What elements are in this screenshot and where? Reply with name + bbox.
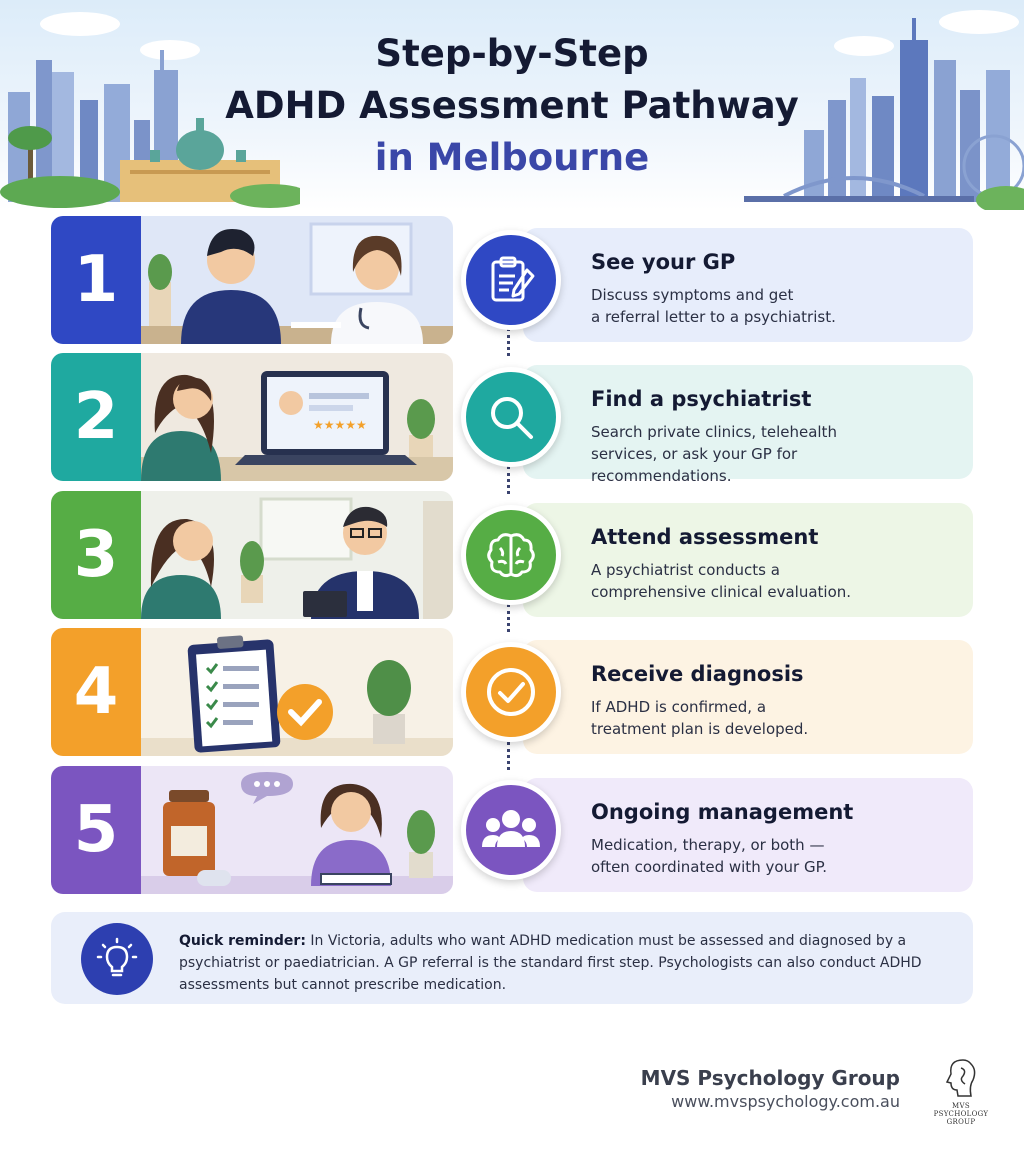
- clipboard-pen-icon: [483, 252, 539, 308]
- step-3-icon-circle: [461, 505, 561, 605]
- step-number: 5: [51, 766, 141, 894]
- step-description: Search private clinics, telehealth services, or ask your GP for recommendations.: [591, 423, 837, 485]
- step-5-info-card: [523, 778, 973, 892]
- step-1-illustration-card: [51, 216, 453, 344]
- step-title: Attend assessment: [591, 525, 819, 549]
- org-name: MVS Psychology Group: [640, 1066, 900, 1090]
- step-3: [51, 491, 973, 619]
- step-title: See your GP: [591, 250, 736, 274]
- step-5: [51, 766, 973, 894]
- step-title: Find a psychiatrist: [591, 387, 812, 411]
- step-number: 4: [51, 628, 141, 756]
- step-5-icon-circle: [461, 780, 561, 880]
- reminder-icon-circle: [81, 923, 153, 995]
- page-title: [0, 28, 1024, 184]
- step-2-info-card: [523, 365, 973, 485]
- title-line-2: ADHD Assessment Pathway: [225, 84, 799, 127]
- website-link[interactable]: www.mvspsychology.com.au: [671, 1092, 900, 1111]
- step-description: Medication, therapy, or both — often coordinated with your GP.: [591, 836, 828, 876]
- step-4: [51, 628, 973, 756]
- title-line-1: Step-by-Step: [375, 32, 649, 75]
- step-1: [51, 216, 973, 344]
- step-number: 2: [51, 353, 141, 481]
- step-description: Discuss symptoms and get a referral letter to a psychiatrist.: [591, 286, 836, 326]
- mvs-logo: [930, 1056, 992, 1126]
- svg-text:★★★★★: ★★★★★: [313, 418, 367, 432]
- step-3-info-card: [523, 503, 973, 617]
- step-number: 3: [51, 491, 141, 619]
- reminder-body: In Victoria, adults who want ADHD medication must be assessed and diagnosed by a psychiatrist or paediatrician. A GP referral is the standard first step. Psychologists can also conduct ADHD assessments but cannot prescribe medication.: [179, 933, 922, 993]
- step-1-icon-circle: [461, 230, 561, 330]
- psychiatrist-assessment-illustration: [141, 491, 453, 619]
- diagnosis-checklist-illustration: [141, 628, 453, 756]
- logo-line-3: GROUP: [946, 1118, 976, 1126]
- lightbulb-icon: [95, 937, 139, 981]
- step-4-icon-circle: [461, 642, 561, 742]
- step-2-illustration-card: [51, 353, 453, 481]
- title-line-3: in Melbourne: [374, 136, 650, 179]
- magnifier-icon: [483, 389, 539, 445]
- step-4-illustration-card: [51, 628, 453, 756]
- step-number: 1: [51, 216, 141, 344]
- step-title: Ongoing management: [591, 800, 854, 824]
- online-search-illustration: [141, 353, 453, 481]
- reminder-label: Quick reminder:: [179, 933, 306, 949]
- profile-head-logo-icon: [943, 1056, 979, 1098]
- logo-line-1: MVS: [952, 1102, 970, 1110]
- checkmark-icon: [482, 663, 540, 721]
- step-3-illustration-card: [51, 491, 453, 619]
- step-2-icon-circle: [461, 367, 561, 467]
- people-group-icon: [480, 801, 542, 859]
- step-5-illustration-card: [51, 766, 453, 894]
- step-4-info-card: [523, 640, 973, 754]
- quick-reminder-box: [51, 912, 973, 1004]
- ongoing-management-illustration: [141, 766, 453, 894]
- logo-line-2: PSYCHOLOGY: [933, 1110, 989, 1118]
- step-2: [51, 353, 973, 485]
- step-1-info-card: [523, 228, 973, 342]
- gp-consultation-illustration: [141, 216, 453, 344]
- brain-icon: [482, 526, 540, 584]
- reminder-text: [179, 930, 959, 996]
- header-banner: [0, 0, 1024, 210]
- step-description: A psychiatrist conducts a comprehensive clinical evaluation.: [591, 561, 852, 601]
- step-description: If ADHD is confirmed, a treatment plan is developed.: [591, 698, 809, 738]
- step-title: Receive diagnosis: [591, 662, 804, 686]
